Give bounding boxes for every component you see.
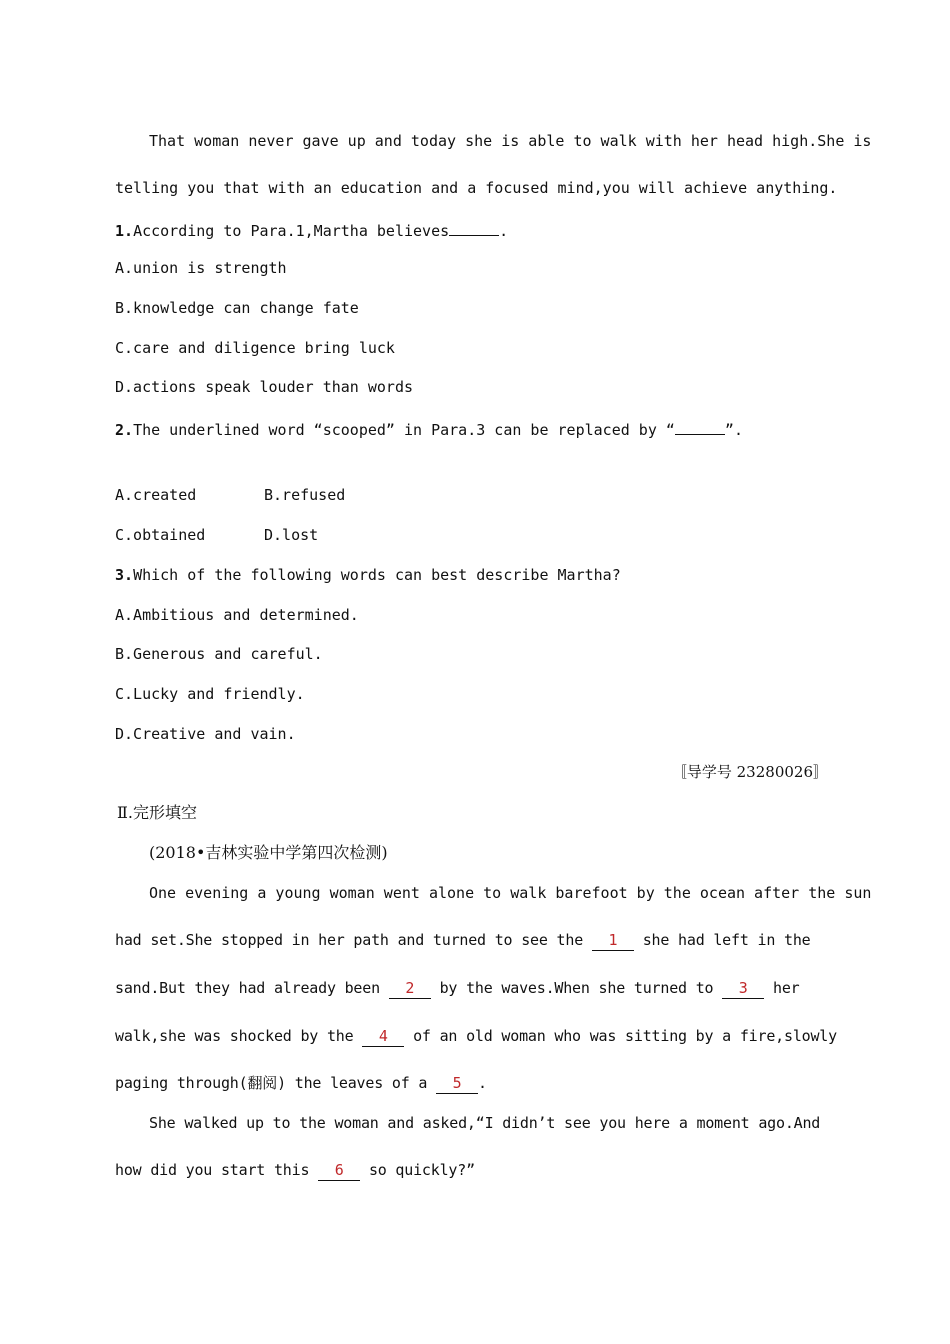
section-title: Ⅱ.完形填空	[117, 803, 197, 822]
cloze-line-4: walk,she was shocked by the 4 of an old woman who was sitting by a fire,slowly	[115, 1027, 837, 1045]
option: A.created	[115, 486, 197, 504]
question-stem: The underlined word “scooped” in Para.3 can be replaced by “	[133, 421, 675, 439]
option: D.lost	[264, 526, 319, 544]
question-3	[115, 568, 621, 583]
option: C.Lucky and friendly.	[115, 685, 305, 703]
cloze-line-2: had set.She stopped in her path and turned to see the 1 she had left in the	[115, 931, 811, 949]
question-stem: According to Para.1,Martha believes	[133, 222, 450, 240]
cloze-line-6: She walked up to the woman and asked,“I didn’t see you here a moment ago.And	[149, 1114, 821, 1132]
option: B.Generous and careful.	[115, 645, 323, 663]
option: C.care and diligence bring luck	[115, 339, 395, 357]
cloze-line-7: how did you start this 6 so quickly?”	[115, 1161, 475, 1179]
cloze-line-5: paging through(翻阅) the leaves of a 5 .	[115, 1074, 487, 1092]
question-stem: Which of the following words can best describe Martha?	[133, 566, 621, 584]
cloze-blank-3: 3	[722, 981, 764, 999]
option: B.knowledge can change fate	[115, 299, 359, 317]
reference-number: 〚导学号 23280026〛	[671, 763, 828, 781]
question-number: 3.	[115, 566, 134, 584]
cloze-blank-5: 5	[436, 1076, 478, 1094]
cloze-blank-6: 6	[318, 1163, 360, 1181]
cloze-blank-1: 1	[592, 933, 634, 951]
option: A.union is strength	[115, 259, 287, 277]
passage-line-2: telling you that with an education and a focused mind,you will achieve anything.	[115, 179, 838, 197]
option: D.Creative and vain.	[115, 725, 296, 743]
cloze-line-3: sand.But they had already been 2 by the waves.When she turned to 3 her	[115, 979, 800, 997]
answer-blank	[675, 420, 725, 435]
option: A.Ambitious and determined.	[115, 606, 359, 624]
question-1: 1.According to Para.1,Martha believes .	[115, 222, 509, 240]
question-number: 2.	[115, 421, 134, 439]
passage-line-1: That woman never gave up and today she is able to walk with her head high.She is	[149, 132, 872, 150]
section-source: (2018•吉林实验中学第四次检测)	[149, 843, 388, 862]
option: D.actions speak louder than words	[115, 378, 414, 396]
question-2: 2.The underlined word “scooped” in Para.3 can be replaced by “ ”.	[115, 421, 743, 439]
question-number: 1.	[115, 222, 134, 240]
cloze-blank-2: 2	[389, 981, 431, 999]
cloze-line-1: One evening a young woman went alone to walk barefoot by the ocean after the sun	[149, 884, 872, 902]
option: C.obtained	[115, 526, 206, 544]
cloze-blank-4: 4	[362, 1029, 404, 1047]
option: B.refused	[264, 486, 346, 504]
answer-blank	[449, 221, 499, 236]
